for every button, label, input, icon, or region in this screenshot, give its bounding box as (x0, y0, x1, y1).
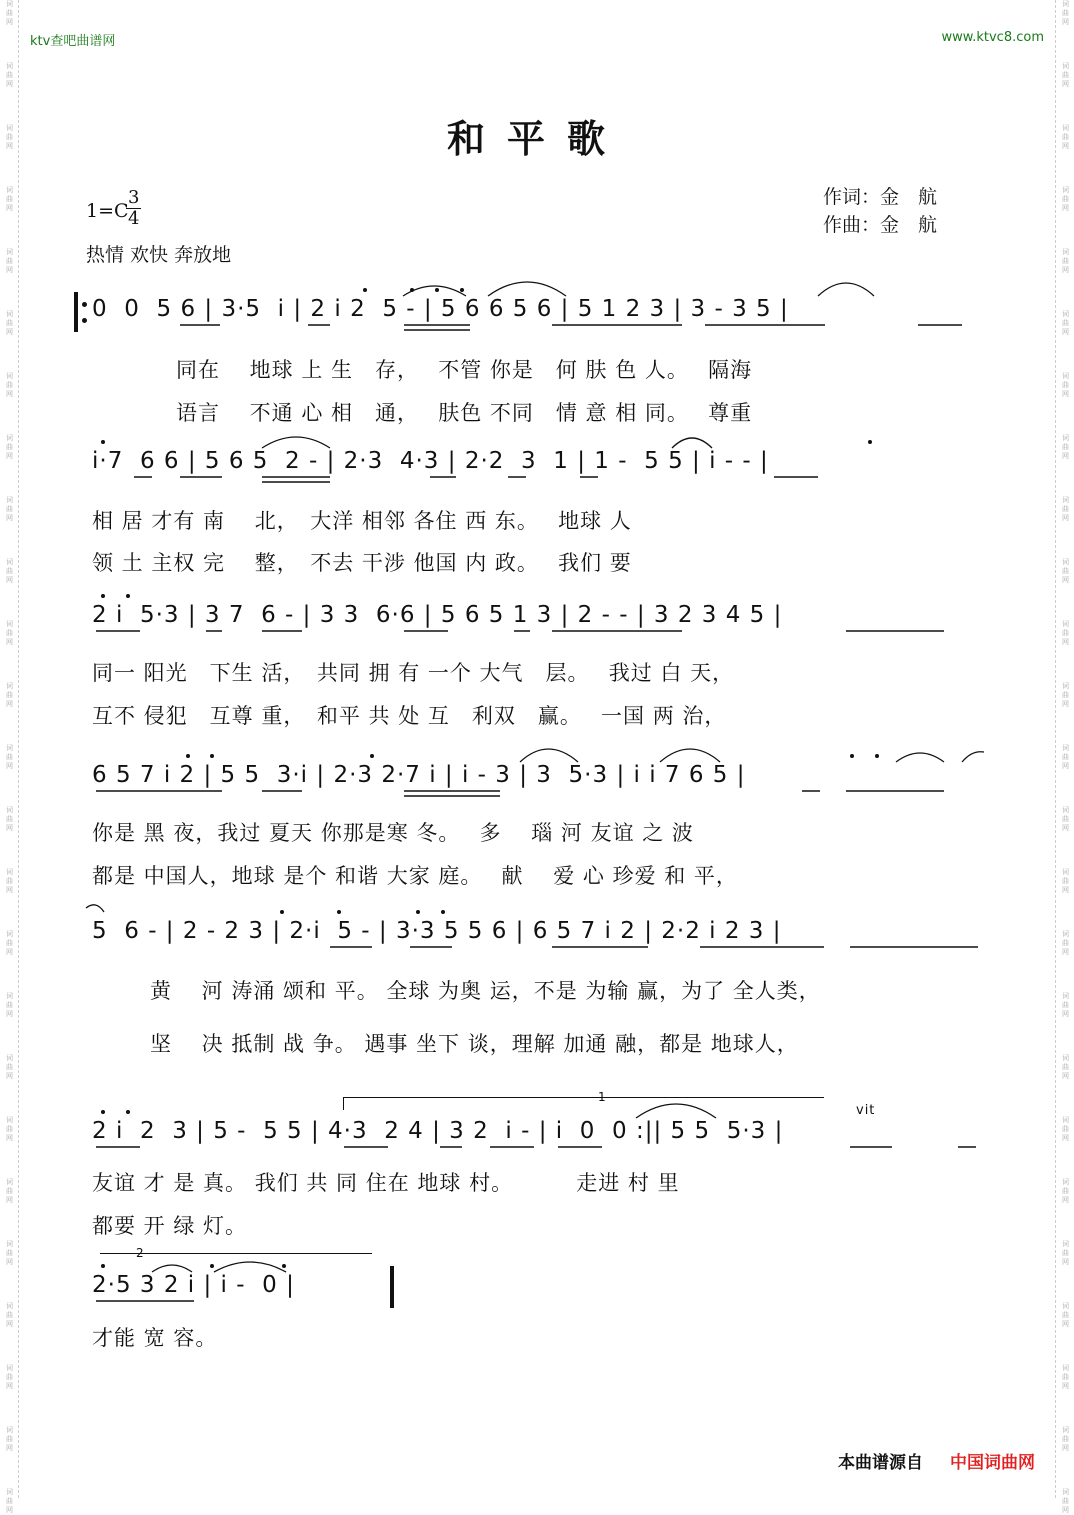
source-label: 本曲谱源自 (838, 1453, 923, 1473)
lyric-row-5-verse-1: 黄 河 涛涌 颂和 平。 全球 为奥 运，不是 为输 赢，为了 全人类， (150, 979, 821, 1003)
octave-dot (337, 910, 341, 914)
slur (152, 1265, 192, 1272)
side-watermark-mark: 词 曲 网 (1062, 496, 1069, 522)
second-ending-number: 2 (136, 1246, 144, 1260)
octave-dot (126, 594, 130, 598)
side-watermark-mark: 词 曲 网 (6, 1364, 13, 1390)
side-watermark-mark: 词 曲 网 (6, 1054, 13, 1080)
side-watermark-mark: 词 曲 网 (1062, 682, 1069, 708)
octave-dot (282, 1264, 286, 1268)
side-watermark-mark: 词 曲 网 (6, 992, 13, 1018)
lyric-row-2-verse-2: 领 土 主权 完 整， 不去 干涉 他国 内 政。 我们 要 (92, 551, 632, 575)
lyric-row-5-verse-2: 坚 决 抵制 战 争。 遇事 坐下 谈，理解 加通 融，都是 地球人， (150, 1032, 799, 1056)
side-watermark-mark: 词 曲 网 (6, 372, 13, 398)
side-watermark-mark: 词 曲 网 (6, 1178, 13, 1204)
octave-dot (460, 288, 464, 292)
side-watermark-mark: 词 曲 网 (1062, 992, 1069, 1018)
lyric-row-6-verse-2: 都要 开 绿 灯。 (92, 1214, 248, 1238)
side-watermark-mark: 词 曲 网 (1062, 248, 1069, 274)
side-watermark-mark: 词 曲 网 (6, 62, 13, 88)
side-watermark-mark: 词 曲 网 (6, 434, 13, 460)
octave-dot (101, 594, 105, 598)
side-watermark-mark: 词 曲 网 (1062, 1426, 1069, 1452)
octave-dot (101, 1264, 105, 1268)
side-watermark-mark: 词 曲 网 (1062, 1178, 1069, 1204)
lyric-row-7-verse-1: 才能 宽 容。 (92, 1326, 218, 1350)
notation-row-6: 2 i 2 3 | 5 - 5 5 | 4·3 2 4 | 3 2 i - | i 0 0 :|| 5 5 5·3 | (92, 1118, 784, 1144)
key-signature: 1=C (86, 200, 129, 222)
side-watermark-mark: 词 曲 网 (1062, 310, 1069, 336)
tempo-marking: 热情 欢快 奔放地 (86, 244, 232, 266)
octave-dot (868, 440, 872, 444)
side-watermark-mark: 词 曲 网 (6, 186, 13, 212)
vit-marking: vit (856, 1103, 876, 1118)
side-watermark-mark: 词 曲 网 (6, 124, 13, 150)
octave-dot (363, 288, 367, 292)
octave-dot (875, 754, 879, 758)
lyric-row-6-verse-1: 友谊 才 是 真。 我们 共 同 住在 地球 村。 走进 村 里 (92, 1171, 680, 1195)
side-watermark-mark: 词 曲 网 (6, 496, 13, 522)
slur (262, 437, 330, 448)
side-watermark-mark: 词 曲 网 (6, 248, 13, 274)
side-watermark-mark: 词 曲 网 (6, 0, 13, 26)
side-watermark-mark: 词 曲 网 (1062, 62, 1069, 88)
side-watermark-mark: 词 曲 网 (6, 1302, 13, 1328)
octave-dot (370, 754, 374, 758)
octave-dot (186, 754, 190, 758)
octave-dot (101, 440, 105, 444)
side-watermark-mark: 词 曲 网 (1062, 930, 1069, 956)
lyric-row-3-verse-1: 同一 阳光 下生 活， 共同 拥 有 一个 大气 层。 我过 白 天， (92, 661, 735, 685)
tie (672, 438, 712, 448)
lyric-row-3-verse-2: 互不 侵犯 互尊 重， 和平 共 处 互 利双 赢。 一国 两 治， (92, 704, 727, 728)
tie (818, 283, 874, 296)
lyric-row-1-verse-2: 语言 不通 心 相 通， 肤色 不同 情 意 相 同。 尊重 (176, 401, 753, 425)
side-watermark-mark: 词 曲 网 (1062, 1302, 1069, 1328)
tie (962, 752, 984, 762)
slur (896, 753, 944, 762)
side-watermark-mark: 词 曲 网 (6, 1426, 13, 1452)
first-ending-number: 1 (598, 1090, 606, 1104)
tie (214, 1262, 286, 1272)
tie (488, 282, 566, 296)
octave-dot (435, 288, 439, 292)
side-watermark-mark: 词 曲 网 (6, 682, 13, 708)
side-watermark-mark: 词 曲 网 (1062, 1054, 1069, 1080)
side-watermark-mark: 词 曲 网 (1062, 744, 1069, 770)
octave-dot (126, 1110, 130, 1114)
side-watermark-mark: 词 曲 网 (6, 310, 13, 336)
side-watermark-mark: 词 曲 网 (1062, 434, 1069, 460)
song-title: 和平歌 (446, 116, 627, 161)
side-watermark-mark: 词 曲 网 (1062, 1116, 1069, 1142)
side-watermark-mark: 词 曲 网 (1062, 1364, 1069, 1390)
side-watermark-mark: 词 曲 网 (1062, 124, 1069, 150)
side-watermark-mark: 词 曲 网 (1062, 868, 1069, 894)
composer-credit: 作曲：金 航 (823, 214, 938, 236)
side-watermark-mark: 词 曲 网 (6, 806, 13, 832)
lyric-row-4-verse-2: 都是 中国人，地球 是个 和谐 大家 庭。 献 爱 心 珍爱 和 平， (92, 864, 738, 888)
notation-row-3: 2 i 5·3 | 3 7 6 - | 3 3 6·6 | 5 6 5 1 3 | 2 - - | 3 2 3 4 5 | (92, 602, 783, 628)
time-signature-top: 3 (128, 187, 140, 208)
notation-row-4: 6 5 7 i 2 | 5 5 3·i | 2·3 2·7 i | i - 3 | 3 5·3 | i i 7 6 5 | (92, 762, 746, 788)
side-watermark-mark: 词 曲 网 (1062, 1488, 1069, 1514)
side-watermark-mark: 词 曲 网 (1062, 186, 1069, 212)
notation-row-5: 5 6 - | 2 - 2 3 | 2·i 5 - | 3·3 5 5 6 | 6 5 7 i 2 | 2·2 i 2 3 | (92, 918, 782, 944)
lyric-row-4-verse-1: 你是 黑 夜，我过 夏天 你那是寒 冬。 多 瑙 河 友谊 之 波 (92, 821, 694, 845)
side-watermark-mark: 词 曲 网 (6, 1116, 13, 1142)
side-watermark-mark: 词 曲 网 (1062, 806, 1069, 832)
octave-dot (210, 1264, 214, 1268)
tie (636, 1104, 716, 1118)
side-watermark-mark: 词 曲 网 (6, 558, 13, 584)
side-watermark-mark: 词 曲 网 (1062, 620, 1069, 646)
octave-dot (101, 1110, 105, 1114)
lyric-row-2-verse-1: 相 居 才有 南 北， 大洋 相邻 各住 西 东。 地球 人 (92, 509, 632, 533)
tie (86, 905, 104, 912)
time-signature-bottom: 4 (128, 208, 140, 229)
side-watermark-mark: 词 曲 网 (6, 744, 13, 770)
side-watermark-mark: 词 曲 网 (1062, 372, 1069, 398)
octave-dot (280, 910, 284, 914)
site-name-left: ktv查吧曲谱网 (30, 34, 116, 49)
octave-dot (416, 910, 420, 914)
octave-dot (210, 754, 214, 758)
side-watermark-mark: 词 曲 网 (6, 620, 13, 646)
lyricist-credit: 作词：金 航 (823, 186, 938, 208)
source-site-link[interactable]: 中国词曲网 (950, 1453, 1035, 1473)
side-watermark-mark: 词 曲 网 (1062, 1240, 1069, 1266)
side-watermark-mark: 词 曲 网 (1062, 0, 1069, 26)
side-watermark-mark: 词 曲 网 (6, 868, 13, 894)
side-watermark-mark: 词 曲 网 (1062, 558, 1069, 584)
octave-dot (410, 288, 414, 292)
notation-row-7: 2·5 3 2 i | i - 0 | (92, 1272, 295, 1298)
octave-dot (850, 754, 854, 758)
side-watermark-mark: 词 曲 网 (6, 1488, 13, 1514)
tie (660, 749, 720, 762)
site-url-right: www.ktvc8.com (941, 30, 1044, 45)
side-watermark-mark: 词 曲 网 (6, 930, 13, 956)
octave-dot (441, 910, 445, 914)
side-watermark-mark: 词 曲 网 (6, 1240, 13, 1266)
lyric-row-1-verse-1: 同在 地球 上 生 存， 不管 你是 何 肤 色 人。 隔海 (176, 358, 753, 382)
tie (520, 749, 578, 762)
notation-row-1: 0 0 5 6 | 3·5 i | 2 i 2 5 - | 5 6 6 5 6 | 5 1 2 3 | 3 - 3 5 | (92, 296, 789, 322)
notation-row-2: i·7 6 6 | 5 6 5 2 - | 2·3 4·3 | 2·2 3 1 | 1 - 5 5 | i - - | (92, 448, 769, 474)
